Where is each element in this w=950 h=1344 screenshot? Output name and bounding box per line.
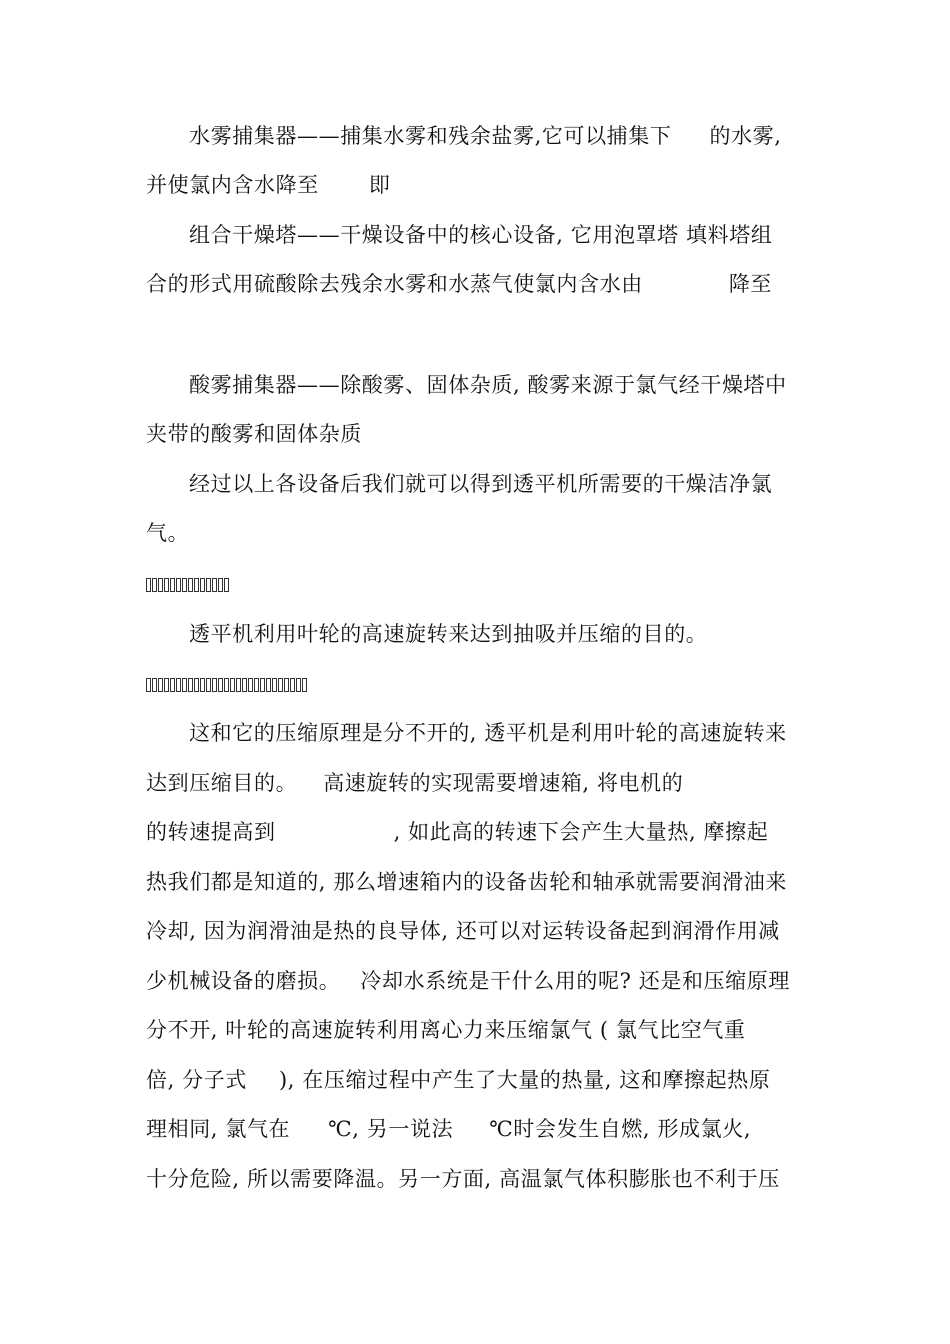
paragraph-line: 并使氯内含水降至 即 [146,173,391,197]
paragraph-line: 经过以上各设备后我们就可以得到透平机所需要的干燥洁净氯 [189,472,773,496]
paragraph-line: 倍, 分子式 ), 在压缩过程中产生了大量的热量, 这和摩擦起热原 [146,1068,771,1092]
paragraph-line: 少机械设备的磨损。 冷却水系统是干什么用的呢? 还是和压缩原理 [146,969,790,993]
paragraph-line: 夹带的酸雾和固体杂质 [146,422,362,446]
paragraph-line: 合的形式用硫酸除去残余水雾和水蒸气使氯内含水由 降至 [146,272,773,296]
paragraph-line: 的转速提高到 , 如此高的转速下会产生大量热, 摩擦起 [146,820,769,844]
paragraph-line: 达到压缩目的。 高速旋转的实现需要增速箱, 将电机的 [146,771,684,795]
paragraph-line: 十分危险, 所以需要降温。另一方面, 高温氯气体积膨胀也不利于压 [146,1167,780,1191]
paragraph-line: 组合干燥塔——干燥设备中的核心设备, 它用泡罩塔 填料塔组 [189,223,773,247]
paragraph-line: 这和它的压缩原理是分不开的, 透平机是利用叶轮的高速旋转来 [189,721,787,745]
paragraph-line: 水雾捕集器——捕集水雾和残余盐雾,它可以捕集下 的水雾, [189,124,782,148]
paragraph-line: 冷却, 因为润滑油是热的良导体, 还可以对运转设备起到润滑作用减 [146,919,780,943]
paragraph-line: 分不开, 叶轮的高速旋转利用离心力来压缩氯气 ( 氯气比空气重 [146,1018,746,1042]
paragraph-line: 酸雾捕集器——除酸雾、固体杂质, 酸雾来源于氯气经干燥塔中 [189,373,787,397]
garbled-heading [146,678,308,692]
garbled-heading [146,578,230,592]
paragraph-line: 理相同, 氯气在 ℃, 另一说法 ℃时会发生自燃, 形成氯火, [146,1117,752,1141]
paragraph-line: 透平机利用叶轮的高速旋转来达到抽吸并压缩的目的。 [189,622,708,646]
paragraph-line: 气。 [146,521,190,545]
paragraph-line: 热我们都是知道的, 那么增速箱内的设备齿轮和轴承就需要润滑油来 [146,870,787,894]
